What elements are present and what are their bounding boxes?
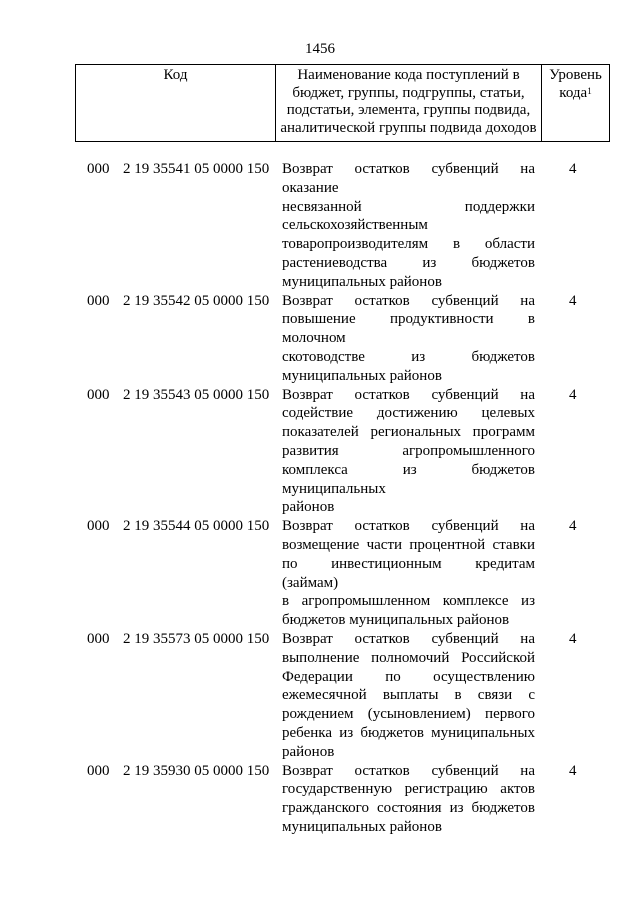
admin-code: 000 (87, 762, 110, 779)
revenue-name-line: показателей региональных программ (282, 424, 535, 441)
code-level: 4 (569, 161, 577, 177)
revenue-name-line: сельскохозяйственным (282, 217, 428, 234)
revenue-code: 2 19 35541 05 0000 150 (123, 161, 270, 177)
admin-code: 000 (87, 161, 110, 177)
code-level: 4 (569, 518, 577, 535)
revenue-name-line: несвязанной поддержки (282, 198, 535, 215)
footnote-marker: 1 (587, 85, 592, 96)
revenue-code: 2 19 35543 05 0000 150 (123, 386, 270, 403)
revenue-name (282, 292, 535, 386)
admin-code: 000 (87, 386, 110, 403)
header-level (541, 65, 610, 141)
table-row (0, 160, 640, 292)
revenue-code: 2 19 35544 05 0000 150 (123, 518, 270, 535)
table-body (0, 160, 640, 837)
revenue-name-line: Возврат остатков субвенций на (282, 762, 535, 779)
revenue-name-line: Возврат остатков субвенций на оказание (282, 161, 535, 196)
code-level: 4 (569, 630, 577, 647)
revenue-name-line: районов (282, 499, 335, 516)
revenue-name-line: государственную регистрацию актов (282, 781, 535, 798)
revenue-name-line: скотоводстве из бюджетов (282, 348, 535, 365)
revenue-name-line: по инвестиционным кредитам (займам) (282, 555, 535, 591)
revenue-name-line: Возврат остатков субвенций на (282, 630, 535, 647)
revenue-name (282, 762, 535, 837)
revenue-name-line: бюджетов муниципальных районов (282, 612, 510, 629)
table-row (0, 386, 640, 518)
table-row (0, 630, 640, 762)
revenue-name-line: возмещение части процентной ставки (282, 536, 535, 553)
code-level: 4 (569, 762, 577, 779)
revenue-name-line: выполнение полномочий Российской (282, 649, 535, 666)
revenue-name-line: содействие достижению целевых (282, 405, 535, 422)
revenue-name-line: ребенка из бюджетов муниципальных (282, 724, 535, 741)
revenue-name-line: муниципальных районов (282, 367, 442, 384)
table-header (75, 64, 610, 142)
revenue-name (282, 517, 535, 630)
revenue-name-line: Возврат остатков субвенций на (282, 386, 535, 403)
revenue-name-line: рождением (усыновлением) первого (282, 706, 535, 723)
revenue-name-line: товаропроизводителям в области (282, 236, 535, 253)
revenue-name-line: Возврат остатков субвенций на (282, 518, 535, 535)
revenue-name (282, 386, 535, 518)
table-row (0, 517, 640, 630)
table-row (0, 292, 640, 386)
revenue-name-line: гражданского состояния из бюджетов (282, 800, 535, 817)
admin-code: 000 (87, 630, 110, 647)
code-level: 4 (569, 386, 577, 403)
revenue-name-line: Федерации по осуществлению (282, 668, 535, 685)
code-level: 4 (569, 292, 577, 309)
revenue-name-line: ежемесячной выплаты в связи с (282, 687, 535, 704)
revenue-code: 2 19 35930 05 0000 150 (123, 762, 270, 779)
revenue-name-line: муниципальных районов (282, 273, 442, 290)
revenue-name-line: в агропромышленном комплексе из (282, 593, 535, 610)
revenue-name-line: районов (282, 743, 335, 760)
revenue-name-line: комплекса из бюджетов муниципальных (282, 461, 535, 497)
revenue-name (282, 630, 535, 762)
header-code: Код (75, 65, 275, 141)
revenue-name-line: Возврат остатков субвенций на (282, 292, 535, 309)
revenue-name-line: повышение продуктивности в молочном (282, 311, 535, 347)
header-level-label: Уровень кода (549, 67, 602, 101)
revenue-name (282, 160, 535, 292)
revenue-name-line: растениеводства из бюджетов (282, 254, 535, 271)
revenue-name-line: муниципальных районов (282, 818, 442, 835)
revenue-code: 2 19 35542 05 0000 150 (123, 292, 270, 309)
table-row (0, 762, 640, 837)
admin-code: 000 (87, 292, 110, 309)
page-number: 1456 (305, 41, 335, 57)
revenue-name-line: развития агропромышленного (282, 442, 535, 459)
revenue-code: 2 19 35573 05 0000 150 (123, 630, 270, 647)
admin-code: 000 (87, 518, 110, 535)
header-name: Наименование кода поступлений в бюджет, группы, подгруппы, статьи, подстатьи, элемента, группы подвида, аналитической группы подвида доходов (275, 65, 541, 141)
